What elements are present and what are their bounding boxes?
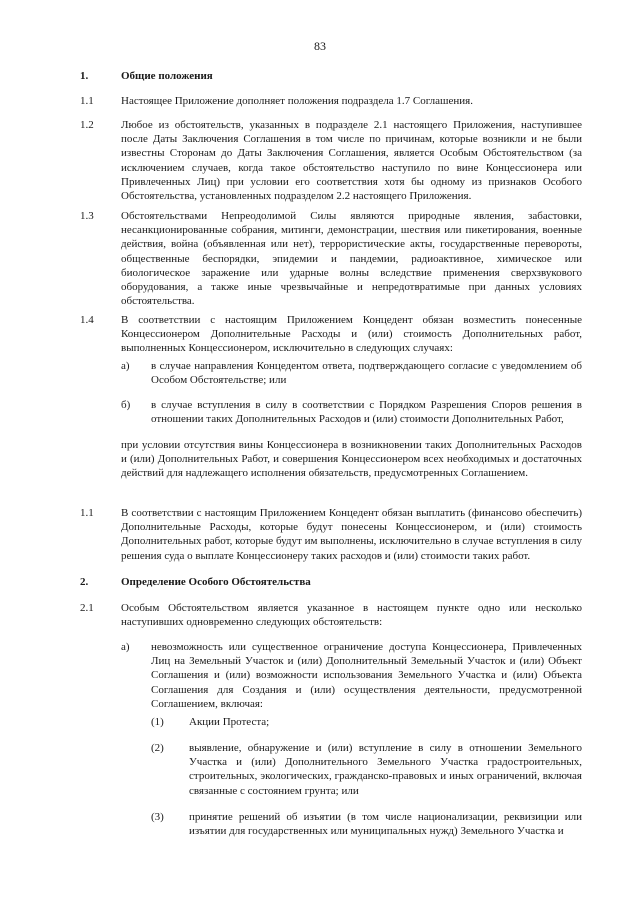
subitem-3-label: (3): [151, 811, 164, 823]
clause-1-4-item-a-text: в случае направления Концедентом ответа, подтверждающего согласие с уведомлением об Особом Обстоятельстве; или: [151, 360, 582, 387]
clause-1-2-text: Любое из обстоятельств, указанных в подразделе 2.1 настоящего Приложения, наступившее после Даты Заключения Соглашения в том числе по причинам, которые возникли и не были известны Сторонам до Даты Заключения Соглашения, является Особым Обстоятельством (за исключением случаев, когда такое обстоятельство наступило по вине Концессионера или Привлеченных Лиц) при условии его соответствия хотя бы одному из признаков Особого Обстоятельства, установленных подразделом 2.2 настоящего Приложения.: [121, 119, 582, 203]
subitem-1-text: Акции Протеста;: [189, 716, 270, 728]
section-1-number: 1.: [80, 70, 89, 82]
subitem-1-label: (1): [151, 716, 164, 728]
clause-1-4-item-a-label: а): [121, 360, 130, 372]
clause-1-1b-number: 1.1: [80, 507, 94, 519]
clause-1-4-item-b-label: б): [121, 399, 131, 411]
clause-1-4-number: 1.4: [80, 314, 94, 326]
clause-1-1-number: 1.1: [80, 95, 94, 107]
clause-1-3-text: Обстоятельствами Непреодолимой Силы являются природные явления, забастовки, несанкционированные собрания, митинги, демонстрации, шествия или пикетирования, военные действия, война (объявленная или нет), террористические акты, государственные перевороты, общественные беспорядки, эпидемии и пандемии, радиоактивное, химическое или биологическое заражение или ударные волны вследствие применения сверхзвукового оборудования, а также иные чрезвычайные и непредотвратимые при данных условиях обстоятельства.: [121, 210, 582, 308]
page-number: 83: [314, 39, 326, 53]
clause-1-1b-text: В соответствии с настоящим Приложением Концедент обязан выплатить (финансово обеспечить) Дополнительные Расходы, которые будут понесены Концессионером, и (или) стоимость Дополнительных работ, которые будут им выполнены, исключительно в случае вступления в силу решения суда о выплате Концессионеру таких расходов и (или) стоимости таких работ.: [121, 507, 582, 562]
clause-2-1-item-a-text: невозможность или существенное ограничение доступа Концессионера, Привлеченных Лиц на Земельный Участок и (или) Дополнительный Земельный Участок и (или) Объект Соглашения и (или) возможности использования Земельного Участка и (или) Объекта Соглашения для Создания и (или) осуществления деятельности, предусмотренной Соглашением, включая:: [151, 641, 582, 710]
clause-1-3-number: 1.3: [80, 210, 94, 222]
section-1-title: Общие положения: [121, 70, 213, 82]
clause-1-4-after-text: при условии отсутствия вины Концессионера в возникновении таких Дополнительных Расходов и (или) Дополнительных Работ, и совершения Концессионером всех необходимых и достаточных действий для надлежащего исполнения обязательств, предусмотренных Соглашением.: [121, 439, 582, 480]
subitem-2-label: (2): [151, 742, 164, 754]
clause-2-1-number: 2.1: [80, 602, 94, 614]
section-2-number: 2.: [80, 576, 89, 588]
clause-1-4-text: В соответствии с настоящим Приложением Концедент обязан возместить понесенные Концессионером Дополнительные Расходы и (или) стоимость Дополнительных работ, выполненных Концессионером, исключительно в следующих случаях:: [121, 314, 582, 355]
section-2-title: Определение Особого Обстоятельства: [121, 576, 311, 588]
clause-2-1-item-a-label: а): [121, 641, 130, 653]
clause-1-2-number: 1.2: [80, 119, 94, 131]
subitem-2-text: выявление, обнаружение и (или) вступление в силу в отношении Земельного Участка и (или) Дополнительного Земельного Участка градостроительных, строительных, экологических, гражданско-правовых и иных ограничений, включая связанные с состоянием грунта; или: [189, 742, 582, 797]
clause-2-1-text: Особым Обстоятельством является указанное в настоящем пункте одно или несколько наступивших одновременно следующих обстоятельств:: [121, 602, 582, 629]
clause-1-1-text: Настоящее Приложение дополняет положения подраздела 1.7 Соглашения.: [121, 95, 473, 107]
clause-1-4-item-b-text: в случае вступления в силу в соответствии с Порядком Разрешения Споров решения в отношении таких Дополнительных Расходов и (или) стоимости Дополнительных Работ,: [151, 399, 582, 426]
subitem-3-text: принятие решений об изъятии (в том числе национализации, реквизиции или изъятии для государственных или муниципальных нужд) Земельного Участка и: [189, 811, 582, 838]
